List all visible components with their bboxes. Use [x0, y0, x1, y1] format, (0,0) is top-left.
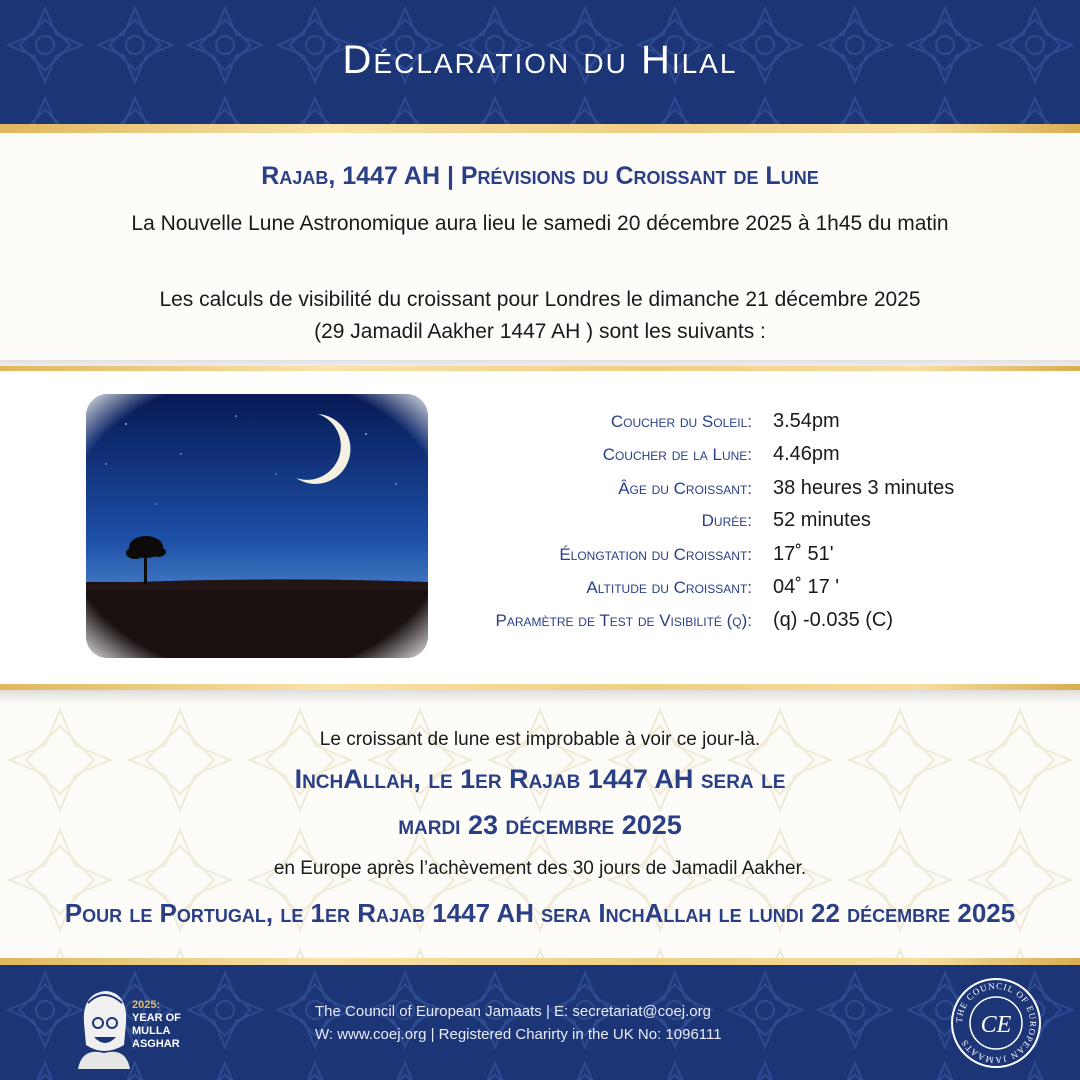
- header-band: [0, 0, 1080, 124]
- footer-website-line: W: www.coej.org | Registered Charirty in the UK No: 1096111: [315, 1026, 722, 1043]
- detail-label-crescent-age: Âge du Croissant:: [618, 479, 752, 498]
- detail-value-altitude: 04˚ 17 ': [773, 576, 840, 598]
- calc-intro-line1: Les calculs de visibilité du croissant pour Londres le dimanche 21 décembre 2025: [159, 288, 921, 311]
- unlikely-text: Le croissant de lune est improbable à voir ce jour-là.: [319, 729, 761, 750]
- detail-label-sunset: Coucher du Soleil:: [610, 412, 752, 431]
- detail-label-elongation: Élongtation du Croissant:: [559, 545, 752, 564]
- detail-value-duration: 52 minutes: [773, 509, 871, 531]
- rajab-date-line2: mardi 23 décembre 2025: [398, 810, 682, 840]
- calc-intro-line2: (29 Jamadil Aakher 1447 AH ) sont les suivants :: [314, 320, 766, 343]
- footer-band: [0, 965, 1080, 1080]
- footer-contact-line: The Council of European Jamaats | E: secretariat@coej.org: [315, 1003, 711, 1020]
- gold-divider-bottom: [0, 958, 1080, 965]
- detail-label-visibility-param: Paramètre de Test de Visibilité (q):: [495, 611, 752, 630]
- forecast-heading: Rajab, 1447 AH | Prévisions du Croissant de Lune: [261, 162, 819, 190]
- gold-divider-top: [0, 124, 1080, 133]
- detail-value-moonset: 4.46pm: [773, 443, 840, 465]
- portugal-text: Pour le Portugal, le 1er Rajab 1447 AH sera InchAllah le lundi 22 décembre 2025: [64, 898, 1016, 928]
- new-moon-text: La Nouvelle Lune Astronomique aura lieu le samedi 20 décembre 2025 à 1h45 du matin: [131, 212, 949, 235]
- detail-label-altitude: Altitude du Croissant:: [586, 578, 752, 597]
- crescent-moon-photo: [86, 394, 428, 658]
- detail-value-visibility-param: (q) -0.035 (C): [773, 609, 894, 631]
- portrait-illustration: [74, 983, 134, 1069]
- svg-text:THE COUNCIL OF EUROPEAN JAMAAT: THE COUNCIL OF EUROPEAN JAMAATS: [953, 980, 1039, 1066]
- detail-value-crescent-age: 38 heures 3 minutes: [773, 477, 955, 499]
- year-badge-text: 2025: YEAR OF MULLA ASGHAR: [132, 999, 181, 1050]
- detail-value-sunset: 3.54pm: [773, 410, 840, 432]
- detail-label-moonset: Coucher de la Lune:: [602, 445, 752, 464]
- europe-text: en Europe après l’achèvement des 30 jours de Jamadil Aakher.: [273, 858, 807, 879]
- coej-seal-logo: [950, 977, 1042, 1069]
- page-title: Déclaration du Hilal: [342, 38, 738, 82]
- year-badge: [74, 983, 214, 1069]
- detail-label-duration: Durée:: [701, 511, 752, 530]
- svg-text:CE: CE: [980, 1012, 1012, 1038]
- detail-value-elongation: 17˚ 51': [773, 543, 834, 565]
- rajab-date-line1: InchAllah, le 1er Rajab 1447 AH sera le: [294, 764, 786, 794]
- gold-divider-mid-top: [0, 366, 1080, 371]
